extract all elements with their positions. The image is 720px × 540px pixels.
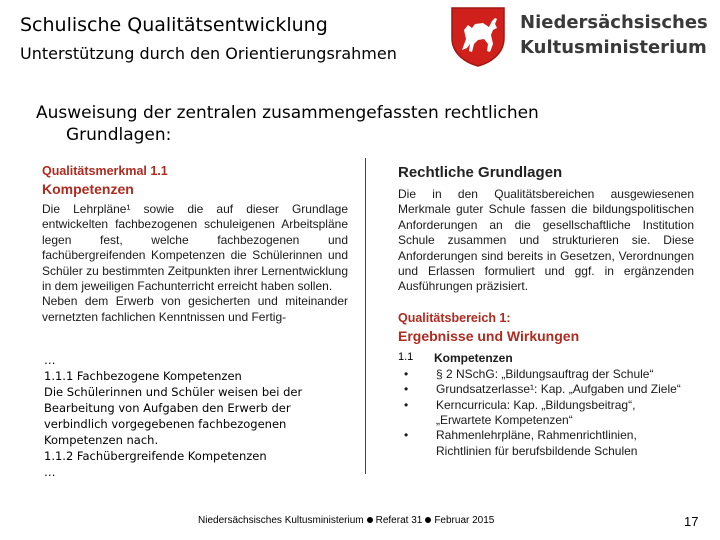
bullet-icon: • — [404, 366, 409, 381]
footer-dept: Referat 31 — [375, 515, 423, 526]
subject-competences-text: Die Schülerinnen und Schüler weisen bei der Bearbeitung von Aufgaben den Erwerb der verbindlich vorgegebenen fachbezogenen Kompetenzen nach. — [44, 385, 303, 447]
footer-separator-icon — [425, 517, 431, 523]
competences-heading: Kompetenzen — [42, 181, 134, 197]
quality-feature-heading: Qualitätsmerkmal 1.1 — [42, 164, 168, 178]
bullet-icon: • — [404, 397, 409, 412]
ellipsis-top: … — [44, 353, 56, 367]
subject-competences-heading: 1.1.1 Fachbezogene Kompetenzen — [44, 369, 242, 383]
slide-heading-line-2: Grundlagen: — [66, 125, 172, 145]
quality-area-heading: Qualitätsbereich 1: — [398, 310, 511, 325]
acquisition-paragraph: Neben dem Erwerb von gesicherten und miteinander vernetzten fachlichen Kenntnissen und Fertig- — [42, 294, 348, 324]
right-scan-excerpt — [398, 163, 694, 459]
logo-line-1: Niedersächsisches — [520, 12, 708, 33]
logo-line-2: Kultusministerium — [520, 37, 707, 58]
ministry-logo-text — [520, 10, 708, 60]
saxony-horse-shield-icon — [450, 6, 506, 68]
footer-separator-icon — [367, 517, 373, 523]
list-item: • Rahmenlehrpläne, Rahmenrichtlinien, Richtlinien für berufsbildende Schulen — [398, 428, 694, 459]
legal-basis-paragraph: Die in den Qualitätsbereichen ausgewiesenen Merkmale guter Schule fassen die bildungspolitischen Anforderungen an die gesellschaftliche Institution Schule zusammen und strukturieren sie. Diese Anforderungen sind bereits in Gesetzen, Verordnungen und Erlassen formuliert und ggf. in ergänzenden Ausführungen präzisiert. — [398, 187, 694, 294]
left-scan-excerpt — [42, 162, 348, 324]
slide-heading-line-1: Ausweisung der zentralen zusammengefassten rechtlichen — [36, 103, 539, 123]
bullet-icon: • — [404, 382, 409, 397]
left-typed-excerpt — [44, 352, 344, 480]
results-effects-heading: Ergebnisse und Wirkungen — [398, 327, 580, 344]
bullet-icon: • — [404, 428, 409, 443]
footer — [198, 515, 494, 526]
list-item: • Kerncurricula: Kap. „Bildungsbeitrag“, „Erwartete Kompetenzen“ — [398, 398, 694, 429]
competences-row — [398, 351, 694, 365]
header-title: Schulische Qualitätsentwicklung — [20, 14, 328, 36]
list-item: • § 2 NSchG: „Bildungsauftrag der Schule“ — [398, 367, 694, 382]
cross-subject-competences-heading: 1.1.2 Fachübergreifende Kompetenzen — [44, 449, 267, 463]
column-divider — [365, 158, 366, 474]
curricula-paragraph: Die Lehrpläne¹ sowie die auf dieser Grundlage entwickelten fachbezogenen schuleigenen Arbeitspläne legen fest, welche fachbezogenen und fachübergreifenden Kompetenzen die Schülerinnen und Schüler zu bestimmten Zeitpunkten ihrer Lernentwicklung in dem jeweiligen Fachunterricht erreicht haben sollen. — [42, 202, 348, 294]
list-item: • Grundsatzerlasse¹: Kap. „Aufgaben und Ziele“ — [398, 382, 694, 397]
legal-references-list — [398, 367, 694, 459]
ellipsis-bottom: … — [44, 465, 56, 479]
header-subtitle: Unterstützung durch den Orientierungsrahmen — [20, 44, 397, 63]
competences-number: 1.1 — [398, 350, 414, 363]
slide-heading — [36, 102, 696, 146]
page-number: 17 — [684, 514, 699, 529]
legal-basis-heading: Rechtliche Grundlagen — [398, 164, 563, 181]
footer-date: Februar 2015 — [434, 515, 495, 526]
competences-label: Kompetenzen — [434, 350, 513, 365]
footer-org: Niedersächsisches Kultusministerium — [198, 515, 364, 526]
